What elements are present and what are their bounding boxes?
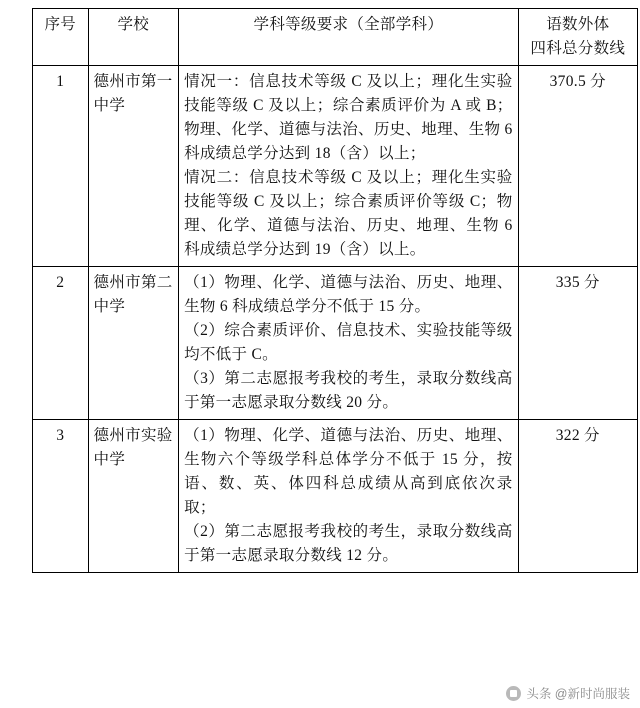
- header-score: [518, 9, 637, 66]
- row-requirement: [179, 66, 519, 267]
- requirement-paragraph: （2）综合素质评价、信息技术、实验技能等级均不低于 C。: [184, 322, 513, 364]
- requirement-paragraph: （2）第二志愿报考我校的考生，录取分数线高于第一志愿录取分数线 12 分。: [184, 523, 513, 565]
- header-school: 学校: [88, 9, 179, 66]
- row-school: 德州市实验中学: [88, 420, 179, 573]
- header-index: 序号: [33, 9, 89, 66]
- header-score-line1: 语数外体: [546, 16, 610, 33]
- requirement-paragraph: 情况二：信息技术等级 C 及以上；理化生实验技能等级 C 及以上；综合素质评价等级 C；物理、化学、道德与法治、历史、地理、生物 6 科成绩总学分达到 19（含）以上。: [184, 169, 513, 259]
- header-score-line2: 四科总分数线: [530, 40, 626, 58]
- row-requirement: [179, 420, 519, 573]
- header-requirement: 学科等级要求（全部学科）: [179, 9, 519, 66]
- table-header-row: [33, 9, 638, 66]
- row-index: 1: [33, 66, 89, 267]
- row-index: 3: [33, 420, 89, 573]
- row-score: 370.5 分: [518, 66, 637, 267]
- table-header: [33, 9, 638, 66]
- table-row: [33, 420, 638, 573]
- row-school: 德州市第一中学: [88, 66, 179, 267]
- requirement-paragraph: 情况一：信息技术等级 C 及以上；理化生实验技能等级 C 及以上；综合素质评价为 A 或 B；物理、化学、道德与法治、历史、地理、生物 6 科成绩总学分达到 18（含）以上；: [184, 73, 513, 163]
- table-row: [33, 267, 638, 420]
- row-requirement: [179, 267, 519, 420]
- requirement-paragraph: （1）物理、化学、道德与法治、历史、地理、生物 6 科成绩总学分不低于 15 分。: [184, 274, 513, 316]
- requirement-paragraph: （1）物理、化学、道德与法治、历史、地理、生物六个等级学科总体学分不低于 15 分，按语、数、英、体四科总成绩从高到底依次录取；: [184, 427, 513, 517]
- admission-score-table: [32, 8, 638, 573]
- row-index: 2: [33, 267, 89, 420]
- row-score: 335 分: [518, 267, 637, 420]
- toutiao-logo-icon: [506, 686, 521, 701]
- watermark: [506, 684, 630, 702]
- requirement-paragraph: （3）第二志愿报考我校的考生，录取分数线高于第一志愿录取分数线 20 分。: [184, 370, 513, 412]
- table-row: [33, 66, 638, 267]
- table-body: [33, 66, 638, 573]
- row-school: 德州市第二中学: [88, 267, 179, 420]
- watermark-text: 头条 @新时尚服装: [526, 687, 630, 701]
- row-score: 322 分: [518, 420, 637, 573]
